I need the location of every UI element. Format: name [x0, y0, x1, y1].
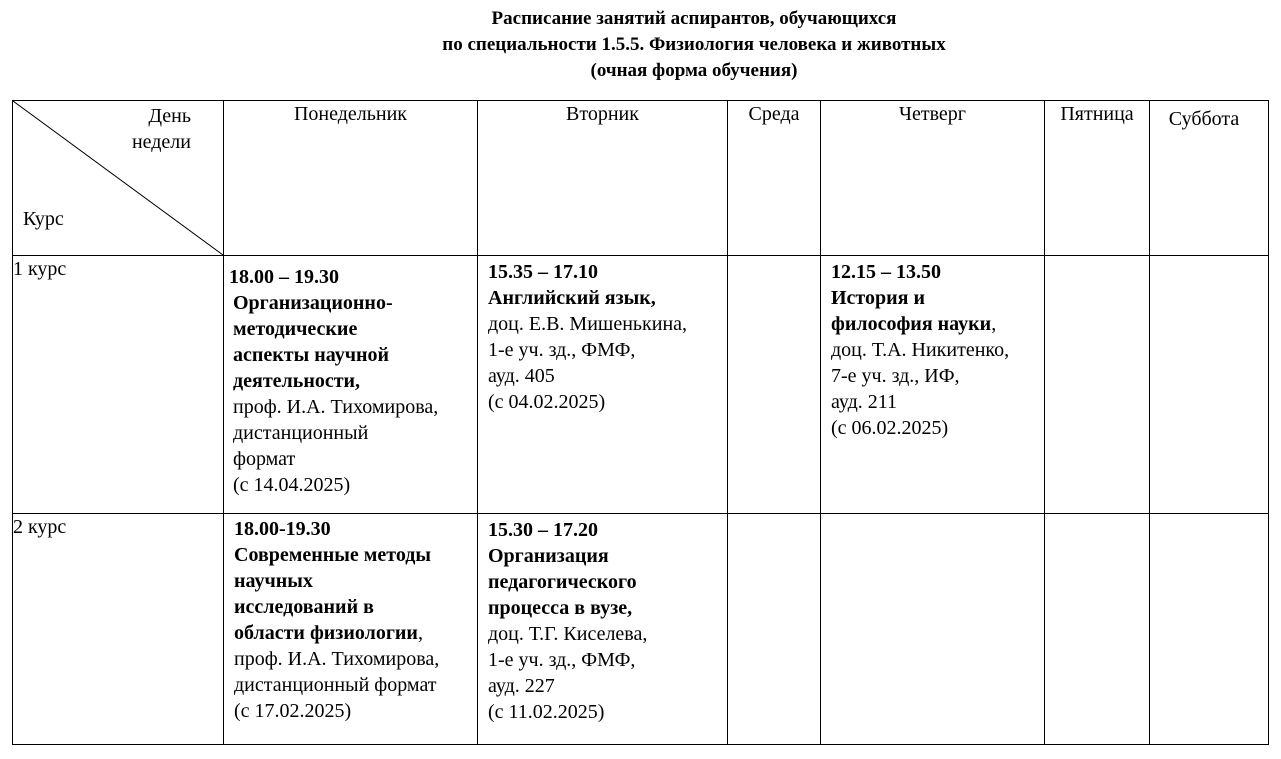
schedule-table	[12, 100, 1269, 745]
class-place-line: 1-е уч. зд., ФМФ,	[488, 339, 636, 361]
day-header-saturday: Суббота	[1150, 101, 1269, 256]
class-teacher: доц. Е.В. Мишенькина,	[488, 313, 688, 335]
class-time: 12.15 – 13.50	[831, 261, 941, 283]
class-subject-line: Организация	[488, 545, 609, 567]
class-cell-course1-friday	[1045, 256, 1150, 514]
title-line-2: по специальности 1.5.5. Физиология человека и животных	[442, 34, 946, 55]
table-row-course-2	[13, 514, 1269, 745]
class-place-line: 1-е уч. зд., ФМФ,	[488, 649, 636, 671]
class-cell-course2-saturday	[1150, 514, 1269, 745]
course-label: 2 курс	[13, 514, 224, 745]
class-teacher: доц. Т.А. Никитенко,	[831, 339, 1010, 361]
class-subject-line: методические	[233, 318, 358, 340]
class-subject-line: аспекты научной	[233, 344, 390, 366]
class-place-line: 7-е уч. зд., ИФ,	[831, 365, 960, 387]
class-cell-course2-wednesday	[728, 514, 821, 745]
day-header-tuesday: Вторник	[478, 101, 728, 256]
class-subject-line: процесса в вузе,	[488, 597, 633, 619]
class-cell-course1-monday	[224, 256, 478, 514]
class-start-date: (с 06.02.2025)	[831, 417, 949, 439]
class-subject-suffix: ,	[991, 313, 997, 335]
class-time: 18.00-19.30	[234, 518, 331, 540]
class-subject-line: философия науки	[831, 313, 992, 335]
class-cell-course1-thursday	[821, 256, 1045, 514]
class-place-line: формат	[233, 448, 296, 470]
class-subject-line: Современные методы	[234, 544, 432, 566]
title-line-1: Расписание занятий аспирантов, обучающихся	[491, 8, 897, 29]
class-subject-line: деятельности,	[233, 370, 361, 392]
class-subject-suffix: ,	[417, 622, 423, 644]
day-header-monday: Понедельник	[224, 101, 478, 256]
class-subject-line: исследований в	[234, 596, 374, 618]
day-header-friday: Пятница	[1045, 101, 1150, 256]
class-start-date: (с 11.02.2025)	[488, 701, 605, 723]
class-cell-course2-tuesday	[478, 514, 728, 745]
class-place-line: ауд. 405	[488, 365, 555, 387]
class-start-date: (с 17.02.2025)	[234, 700, 352, 722]
class-subject-line: научных	[234, 570, 313, 592]
class-cell-course1-wednesday	[728, 256, 821, 514]
class-cell-course2-friday	[1045, 514, 1150, 745]
corner-header-cell	[13, 101, 224, 256]
class-place-line: ауд. 227	[488, 675, 555, 697]
class-cell-course1-tuesday	[478, 256, 728, 514]
class-time: 15.30 – 17.20	[488, 519, 598, 541]
class-cell-course1-saturday	[1150, 256, 1269, 514]
day-header-thursday: Четверг	[821, 101, 1045, 256]
header-row	[13, 101, 1269, 256]
class-time: 15.35 – 17.10	[488, 261, 598, 283]
class-start-date: (с 04.02.2025)	[488, 391, 606, 413]
corner-day-label: День недели	[131, 105, 191, 153]
class-teacher: проф. И.А. Тихомирова,	[233, 396, 439, 418]
page-title	[0, 6, 1281, 84]
class-time: 18.00 – 19.30	[229, 266, 339, 288]
class-teacher: проф. И.А. Тихомирова,	[234, 648, 440, 670]
class-subject-line: История и	[831, 287, 925, 309]
class-subject-line: Английский язык,	[488, 287, 656, 309]
class-cell-course2-monday	[224, 514, 478, 745]
class-subject-line: Организационно-	[233, 292, 393, 314]
class-subject-line: педагогического	[488, 571, 637, 593]
class-cell-course2-thursday	[821, 514, 1045, 745]
class-subject-line: области физиологии	[234, 622, 418, 644]
class-place-line: ауд. 211	[831, 391, 898, 413]
day-header-wednesday: Среда	[728, 101, 821, 256]
title-line-3: (очная форма обучения)	[590, 60, 798, 81]
corner-course-label: Курс	[23, 208, 64, 230]
course-label: 1 курс	[13, 256, 224, 514]
table-row-course-1	[13, 256, 1269, 514]
class-teacher: доц. Т.Г. Киселева,	[488, 623, 648, 645]
class-start-date: (с 14.04.2025)	[233, 474, 351, 496]
class-place-line: дистанционный	[233, 422, 369, 444]
class-place-line: дистанционный формат	[234, 674, 437, 696]
